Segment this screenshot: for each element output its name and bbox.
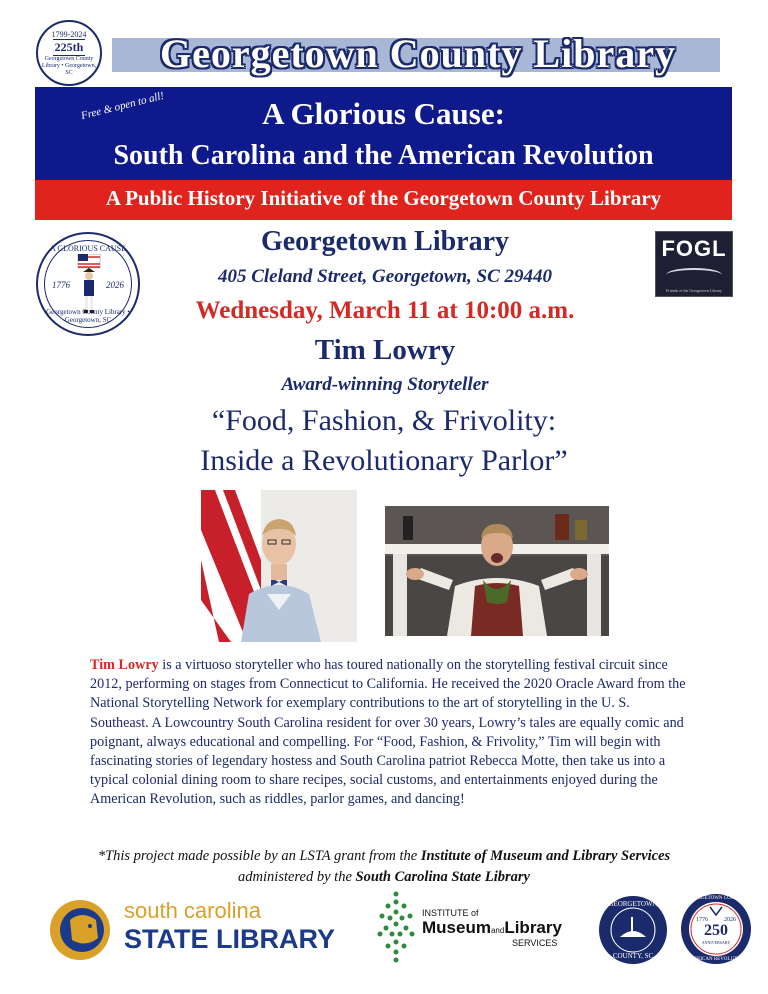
- imls-line4: SERVICES: [512, 938, 558, 948]
- seal-ring-text: Georgetown County Library • Georgetown, SC: [41, 55, 97, 76]
- banner-heading: A Glorious Cause:: [262, 96, 505, 131]
- bio-text: is a virtuoso storyteller who has toured nationally on the storytelling festival circuit since 2012, performing on stages from Connecticut to California. He received the 2020 Oracle Award from the National Storytelling Network for exemplary contributions to the art of storytelling in the U. S. Southeast. A Lowcountry South Carolina resident for over 30 years, Lowry’s tales are equally comic and poignant, always educational and compelling. For “Food, Fashion, & Frivolity,” Tim will begin with fascinating stories of legendary hostess and South Carolina patriot Rebecca Motte, then take us into a typical colonial dining room to share recipes, social customs, and entertainments enjoyed during the American Revolution, such as riddles, parlor games, and dancing!: [90, 657, 686, 808]
- bio-name: Tim Lowry: [90, 657, 159, 673]
- seal-bottom-text: Georgetown County Library • Georgetown, SC: [46, 308, 130, 324]
- library-225th-seal: [36, 20, 102, 86]
- imls-library: Library: [504, 918, 562, 937]
- fogl-logo: [655, 231, 733, 297]
- event-address: 405 Cleland Street, Georgetown, SC 29440: [217, 266, 553, 287]
- seal-year-end: 2026: [106, 280, 124, 290]
- sc-state-library-logo: [46, 898, 346, 962]
- seal-number: 225th: [54, 39, 84, 54]
- gc-seal-top: GEORGETOWN: [608, 900, 658, 908]
- scsl-line1: south carolina: [124, 898, 261, 923]
- georgetown-county-seal: [598, 895, 668, 965]
- fogl-subtitle: Friends of the Georgetown Library: [666, 288, 722, 293]
- revolution-250-seal: [680, 893, 752, 965]
- speaker-photo-portrait: [201, 490, 357, 642]
- s250-ring-bottom: AMERICAN REVOLUTION: [685, 957, 747, 962]
- s250-year-right: 2026: [724, 917, 736, 923]
- speaker-name: Tim Lowry: [314, 334, 456, 366]
- lion-icon: [46, 898, 116, 962]
- book-icon: [666, 268, 722, 282]
- speaker-role: Award-winning Storyteller: [281, 374, 489, 395]
- event-datetime: Wednesday, March 11 at 10:00 a.m.: [195, 297, 575, 324]
- talk-title-line2: Inside a Revolutionary Parlor”: [200, 444, 568, 477]
- speaker-photo-performing: [385, 506, 609, 636]
- page-title: Georgetown County Library: [159, 31, 677, 76]
- grant-credit: [30, 846, 738, 888]
- imls-museum: Museum: [422, 918, 491, 937]
- imls-logo: [376, 890, 576, 968]
- speaker-bio: [90, 656, 688, 810]
- seal-top-text: A GLORIOUS CAUSE: [49, 244, 126, 253]
- s250-sub: ANNIVERSARY: [701, 940, 731, 945]
- seal-year-start: 1776: [52, 280, 70, 290]
- imls-and: and: [490, 926, 505, 935]
- imls-line2: [422, 918, 562, 938]
- event-location: Georgetown Library: [260, 226, 510, 257]
- credit-prefix-2: administered by the: [238, 869, 356, 885]
- credit-prefix: *This project made possible by an LSTA grant from the: [97, 848, 421, 864]
- talk-title-line1: “Food, Fashion, & Frivolity:: [211, 404, 557, 437]
- s250-year-left: 1776: [696, 917, 708, 923]
- imls-line1: INSTITUTE of: [422, 908, 479, 918]
- banner-subheading: South Carolina and the American Revolution: [113, 140, 654, 171]
- s250-number: 250: [704, 922, 728, 939]
- credit-scsl: South Carolina State Library: [355, 869, 530, 885]
- gc-seal-bottom: COUNTY, SC: [612, 952, 654, 960]
- fogl-label: FOGL: [661, 236, 727, 261]
- credit-imls: Institute of Museum and Library Services: [420, 848, 671, 864]
- free-note: Free & open to all!: [79, 89, 166, 123]
- dots-icon: [376, 890, 416, 968]
- scsl-line2: STATE LIBRARY: [124, 924, 335, 954]
- initiative-line: A Public History Initiative of the Georgetown County Library: [105, 186, 662, 210]
- seal-years: 1799-2024: [51, 29, 87, 39]
- s250-ring-top: GEORGETOWN COUNTY: [687, 896, 745, 901]
